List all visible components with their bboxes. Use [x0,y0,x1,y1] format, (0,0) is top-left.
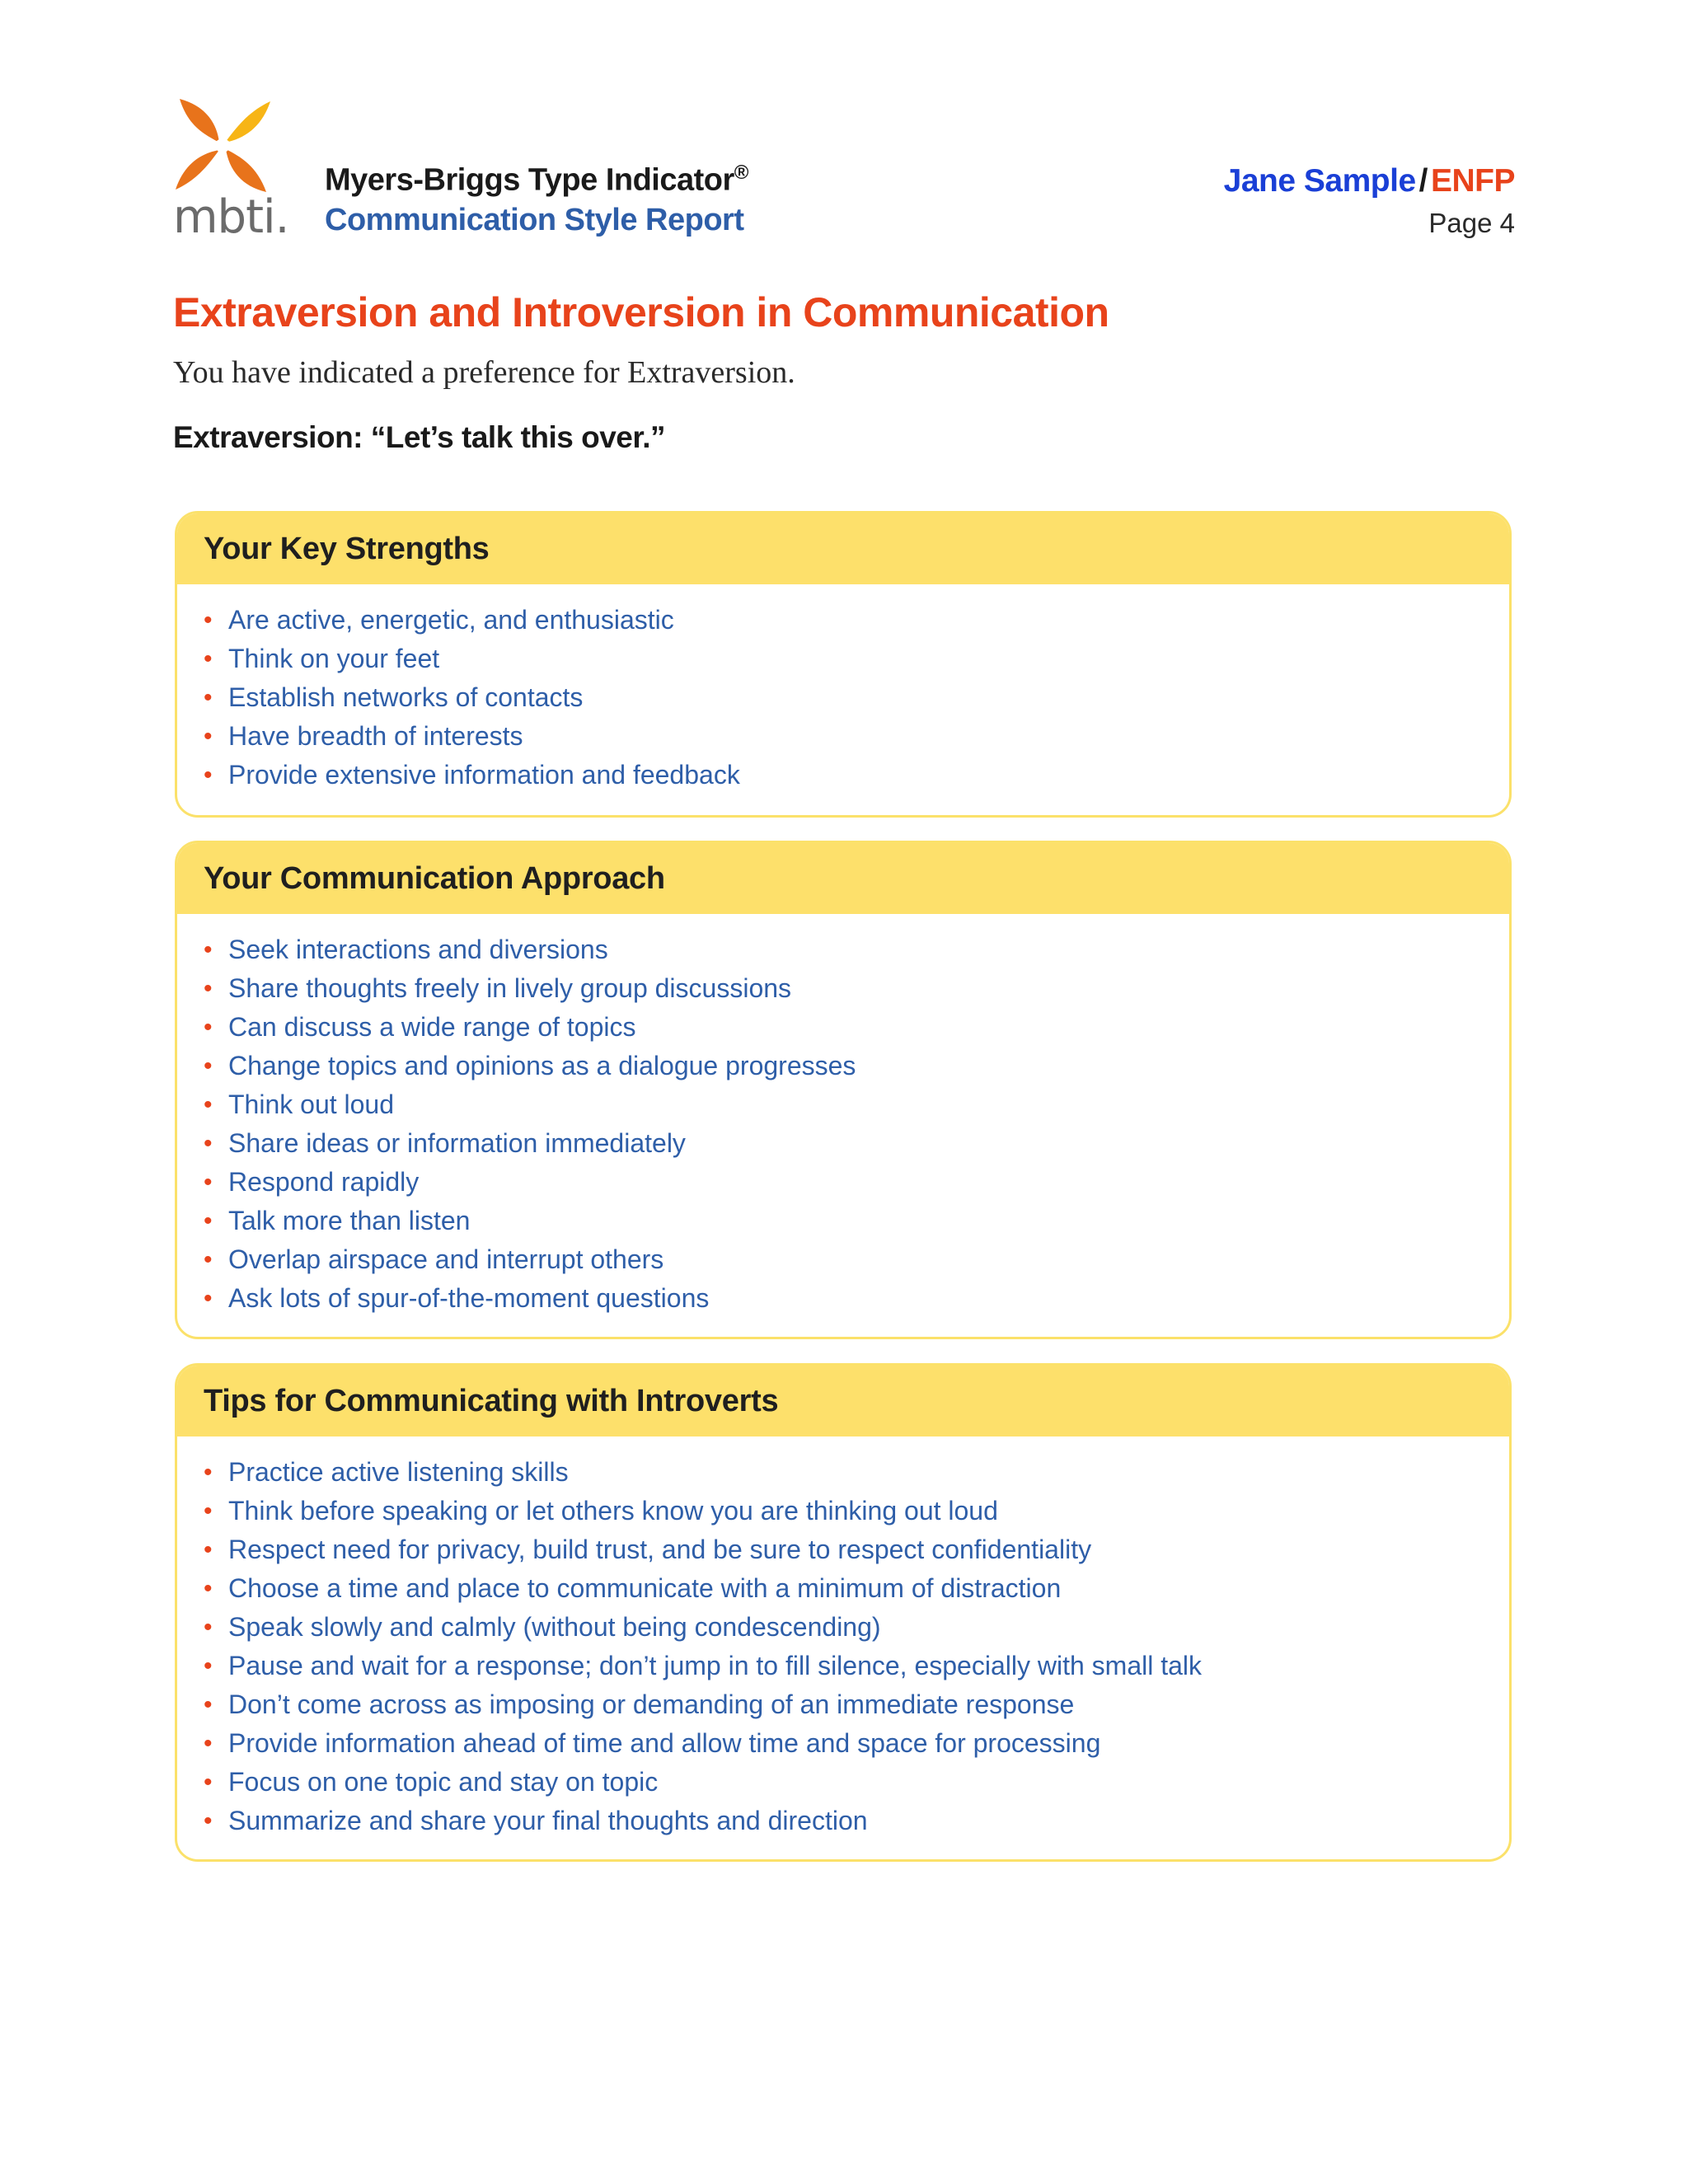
bullet-icon: • [204,1614,213,1641]
bullet-icon: • [204,1536,213,1563]
section-title: Extraversion and Introversion in Communication [173,289,1109,335]
bullet-icon: • [204,1652,213,1680]
bullet-icon: • [204,1285,213,1312]
bullet-icon: • [204,1169,213,1196]
list-item: • Provide information ahead of time and allow time and space for processing [204,1724,1509,1763]
list-item: • Respect need for privacy, build trust, and be sure to respect confidentiality [204,1530,1509,1569]
bullet-icon: • [204,684,213,711]
list-item: • Don’t come across as imposing or demanding of an immediate response [204,1685,1509,1724]
list-item: • Talk more than listen [204,1202,1509,1240]
bullet-icon: • [204,645,213,673]
box-title: Your Key Strengths [177,513,1509,584]
list-item: • Can discuss a wide range of topics [204,1008,1509,1047]
list-item: • Think on your feet [204,640,1509,678]
mbti-logo-mark-icon [171,97,274,196]
bullet-icon: • [204,1769,213,1796]
list-item: • Establish networks of contacts [204,678,1509,717]
list-item: • Think out loud [204,1085,1509,1124]
box-list [177,584,1509,794]
list-item: • Share thoughts freely in lively group discussions [204,969,1509,1008]
list-item: • Are active, energetic, and enthusiastic [204,601,1509,640]
list-item: • Speak slowly and calmly (without being condescending) [204,1608,1509,1647]
bullet-icon: • [204,1730,213,1757]
list-item: • Think before speaking or let others know you are thinking out loud [204,1492,1509,1530]
bullet-icon: • [204,1130,213,1157]
list-item: • Summarize and share your final thoughts and direction [204,1802,1509,1840]
list-item: • Share ideas or information immediately [204,1124,1509,1163]
registered-mark: ® [734,162,748,184]
person-name: Jane Sample [1223,163,1416,199]
bullet-icon: • [204,1091,213,1118]
box-list [177,1436,1509,1840]
bullet-icon: • [204,975,213,1002]
bullet-icon: • [204,1246,213,1273]
bullet-icon: • [204,1052,213,1080]
report-product-title: Myers-Briggs Type Indicator® [325,162,748,198]
list-item: • Overlap airspace and interrupt others [204,1240,1509,1279]
list-item: • Practice active listening skills [204,1453,1509,1492]
list-item: • Pause and wait for a response; don’t jump in to fill silence, especially with small talk [204,1647,1509,1685]
list-item: • Respond rapidly [204,1163,1509,1202]
preference-statement: You have indicated a preference for Extraversion. [173,355,795,390]
person-line [1224,163,1515,199]
person-separator: / [1418,163,1428,199]
bullet-icon: • [204,1014,213,1041]
list-item: • Seek interactions and diversions [204,930,1509,969]
key-strengths-box [175,511,1512,818]
header-person-info [1224,163,1515,239]
list-item: • Ask lots of spur-of-the-moment questions [204,1279,1509,1318]
page-number: Page 4 [1428,208,1515,238]
list-item: • Change topics and opinions as a dialogue progresses [204,1047,1509,1085]
box-list [177,914,1509,1318]
list-item: • Choose a time and place to communicate with a minimum of distraction [204,1569,1509,1608]
report-subtitle: Communication Style Report [325,203,744,237]
person-type: ENFP [1430,163,1515,199]
bullet-icon: • [204,723,213,750]
logo-wordmark: mbti. [173,190,289,244]
box-title: Tips for Communicating with Introverts [177,1366,1509,1436]
bullet-icon: • [204,1207,213,1235]
box-title: Your Communication Approach [177,843,1509,914]
bullet-icon: • [204,936,213,963]
bullet-icon: • [204,762,213,789]
extraversion-quote: Extraversion: “Let’s talk this over.” [173,420,666,454]
bullet-icon: • [204,1807,213,1835]
bullet-icon: • [204,1691,213,1718]
list-item: • Provide extensive information and feedback [204,756,1509,794]
tips-introverts-box [175,1363,1512,1862]
list-item: • Have breadth of interests [204,717,1509,756]
communication-approach-box [175,841,1512,1339]
list-item: • Focus on one topic and stay on topic [204,1763,1509,1802]
bullet-icon: • [204,1497,213,1525]
bullet-icon: • [204,1575,213,1602]
bullet-icon: • [204,607,213,634]
bullet-icon: • [204,1459,213,1486]
